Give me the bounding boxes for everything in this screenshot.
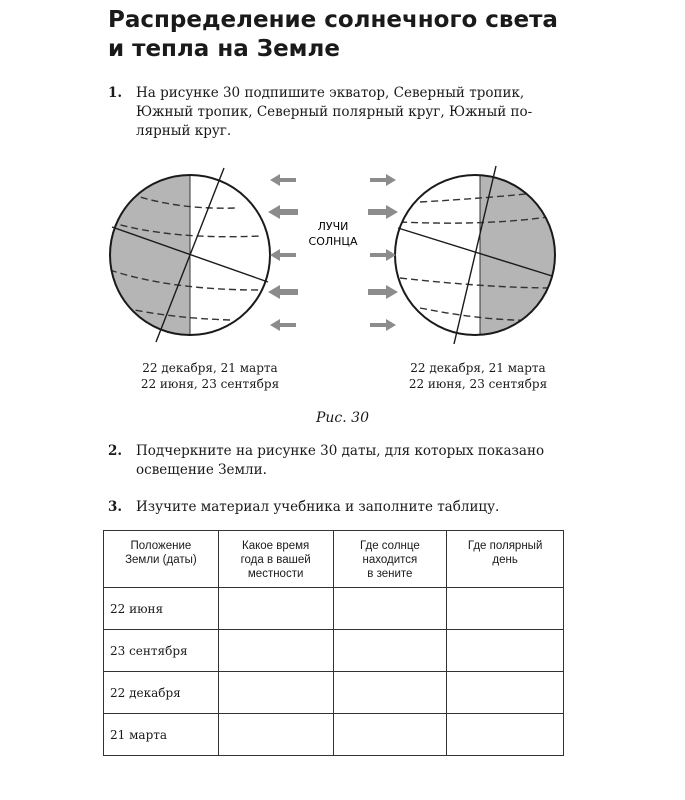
row-date: 23 сентября — [104, 630, 219, 672]
table-row — [104, 588, 564, 630]
task-3-text: Изучите материал учебника и заполните таблицу. — [136, 499, 500, 515]
title-line-2: и тепла на Земле — [108, 36, 340, 62]
task-1-number: 1. — [108, 85, 123, 101]
header-season — [218, 531, 333, 588]
title-line-1: Распределение солнечного света — [108, 7, 558, 33]
ray-arrow-left-icon — [268, 285, 298, 299]
right-globe-dates — [408, 360, 548, 392]
task-2 — [108, 442, 578, 482]
ray-arrow-right-icon — [370, 174, 396, 186]
ray-arrow-left-icon — [270, 174, 296, 186]
header-sun-zenith — [333, 531, 447, 588]
left-dates-line-2[interactable]: 22 июня, 23 сентября — [140, 377, 280, 391]
task-1-line-2: Южный тропик, Северный полярный круг, Южный по- — [136, 104, 533, 120]
left-dates-line-1[interactable]: 22 декабря, 21 марта — [142, 361, 278, 375]
task-2-text — [136, 442, 544, 480]
row-date: 21 марта — [104, 714, 219, 756]
page-title — [108, 6, 558, 64]
header-polar-day — [447, 531, 564, 588]
answer-cell[interactable] — [218, 714, 333, 756]
ray-arrow-left-icon — [270, 249, 296, 261]
right-globe — [395, 160, 580, 360]
row-date: 22 июня — [104, 588, 219, 630]
rays-label-line-2: СОЛНЦА — [308, 235, 358, 248]
table-header-row — [104, 531, 564, 588]
table-row — [104, 714, 564, 756]
task-3 — [108, 498, 578, 518]
task-2-number: 2. — [108, 443, 123, 459]
header-line: Земли (даты) — [125, 554, 197, 566]
answer-cell[interactable] — [333, 588, 447, 630]
header-line: Положение — [130, 540, 192, 552]
header-earth-position — [104, 531, 219, 588]
header-line: в зените — [367, 568, 413, 580]
header-line: местности — [247, 568, 304, 580]
task-2-line-1: Подчеркните на рисунке 30 даты, для которых показано — [136, 443, 545, 459]
answer-cell[interactable] — [447, 630, 564, 672]
ray-arrow-left-icon — [270, 319, 296, 331]
task-3-number: 3. — [108, 499, 123, 515]
table-row — [104, 630, 564, 672]
answer-cell[interactable] — [218, 672, 333, 714]
ray-arrow-right-icon — [368, 205, 398, 219]
rays-to-left-globe — [268, 174, 298, 331]
right-dates-line-1[interactable]: 22 декабря, 21 марта — [410, 361, 546, 375]
ray-arrow-right-icon — [368, 285, 398, 299]
header-line: день — [492, 554, 518, 566]
header-line: Где солнце — [360, 540, 420, 552]
header-line: Какое время — [242, 540, 310, 552]
answer-cell[interactable] — [333, 630, 447, 672]
ray-arrow-right-icon — [370, 319, 396, 331]
figure-caption: Рис. 30 — [316, 410, 369, 426]
answer-cell[interactable] — [218, 588, 333, 630]
ray-arrow-right-icon — [370, 249, 396, 261]
answer-cell[interactable] — [447, 714, 564, 756]
sun-rays-arrows — [268, 174, 398, 331]
answer-cell[interactable] — [333, 672, 447, 714]
answer-cell[interactable] — [447, 588, 564, 630]
task-1 — [108, 84, 578, 144]
answer-cell[interactable] — [447, 672, 564, 714]
header-line: Где полярный — [467, 540, 543, 552]
ray-arrow-left-icon — [268, 205, 298, 219]
header-line: находится — [362, 554, 418, 566]
task-1-line-3: лярный круг. — [136, 123, 232, 139]
right-dates-line-2[interactable]: 22 июня, 23 сентября — [408, 377, 548, 391]
fill-in-table — [103, 530, 564, 756]
header-line: года в вашей — [240, 554, 311, 566]
answer-cell[interactable] — [218, 630, 333, 672]
answer-cell[interactable] — [333, 714, 447, 756]
right-globe-night-side — [480, 160, 580, 360]
task-1-line-1: На рисунке 30 подпишите экватор, Северный тропик, — [136, 85, 525, 101]
rays-label-line-1: ЛУЧИ — [317, 220, 349, 233]
row-date: 22 декабря — [104, 672, 219, 714]
task-1-text — [136, 84, 576, 141]
rays-to-right-globe — [368, 174, 398, 331]
left-globe-dates — [140, 360, 280, 392]
task-2-line-2: освещение Земли. — [136, 462, 267, 478]
left-globe — [100, 160, 270, 360]
table-row — [104, 672, 564, 714]
